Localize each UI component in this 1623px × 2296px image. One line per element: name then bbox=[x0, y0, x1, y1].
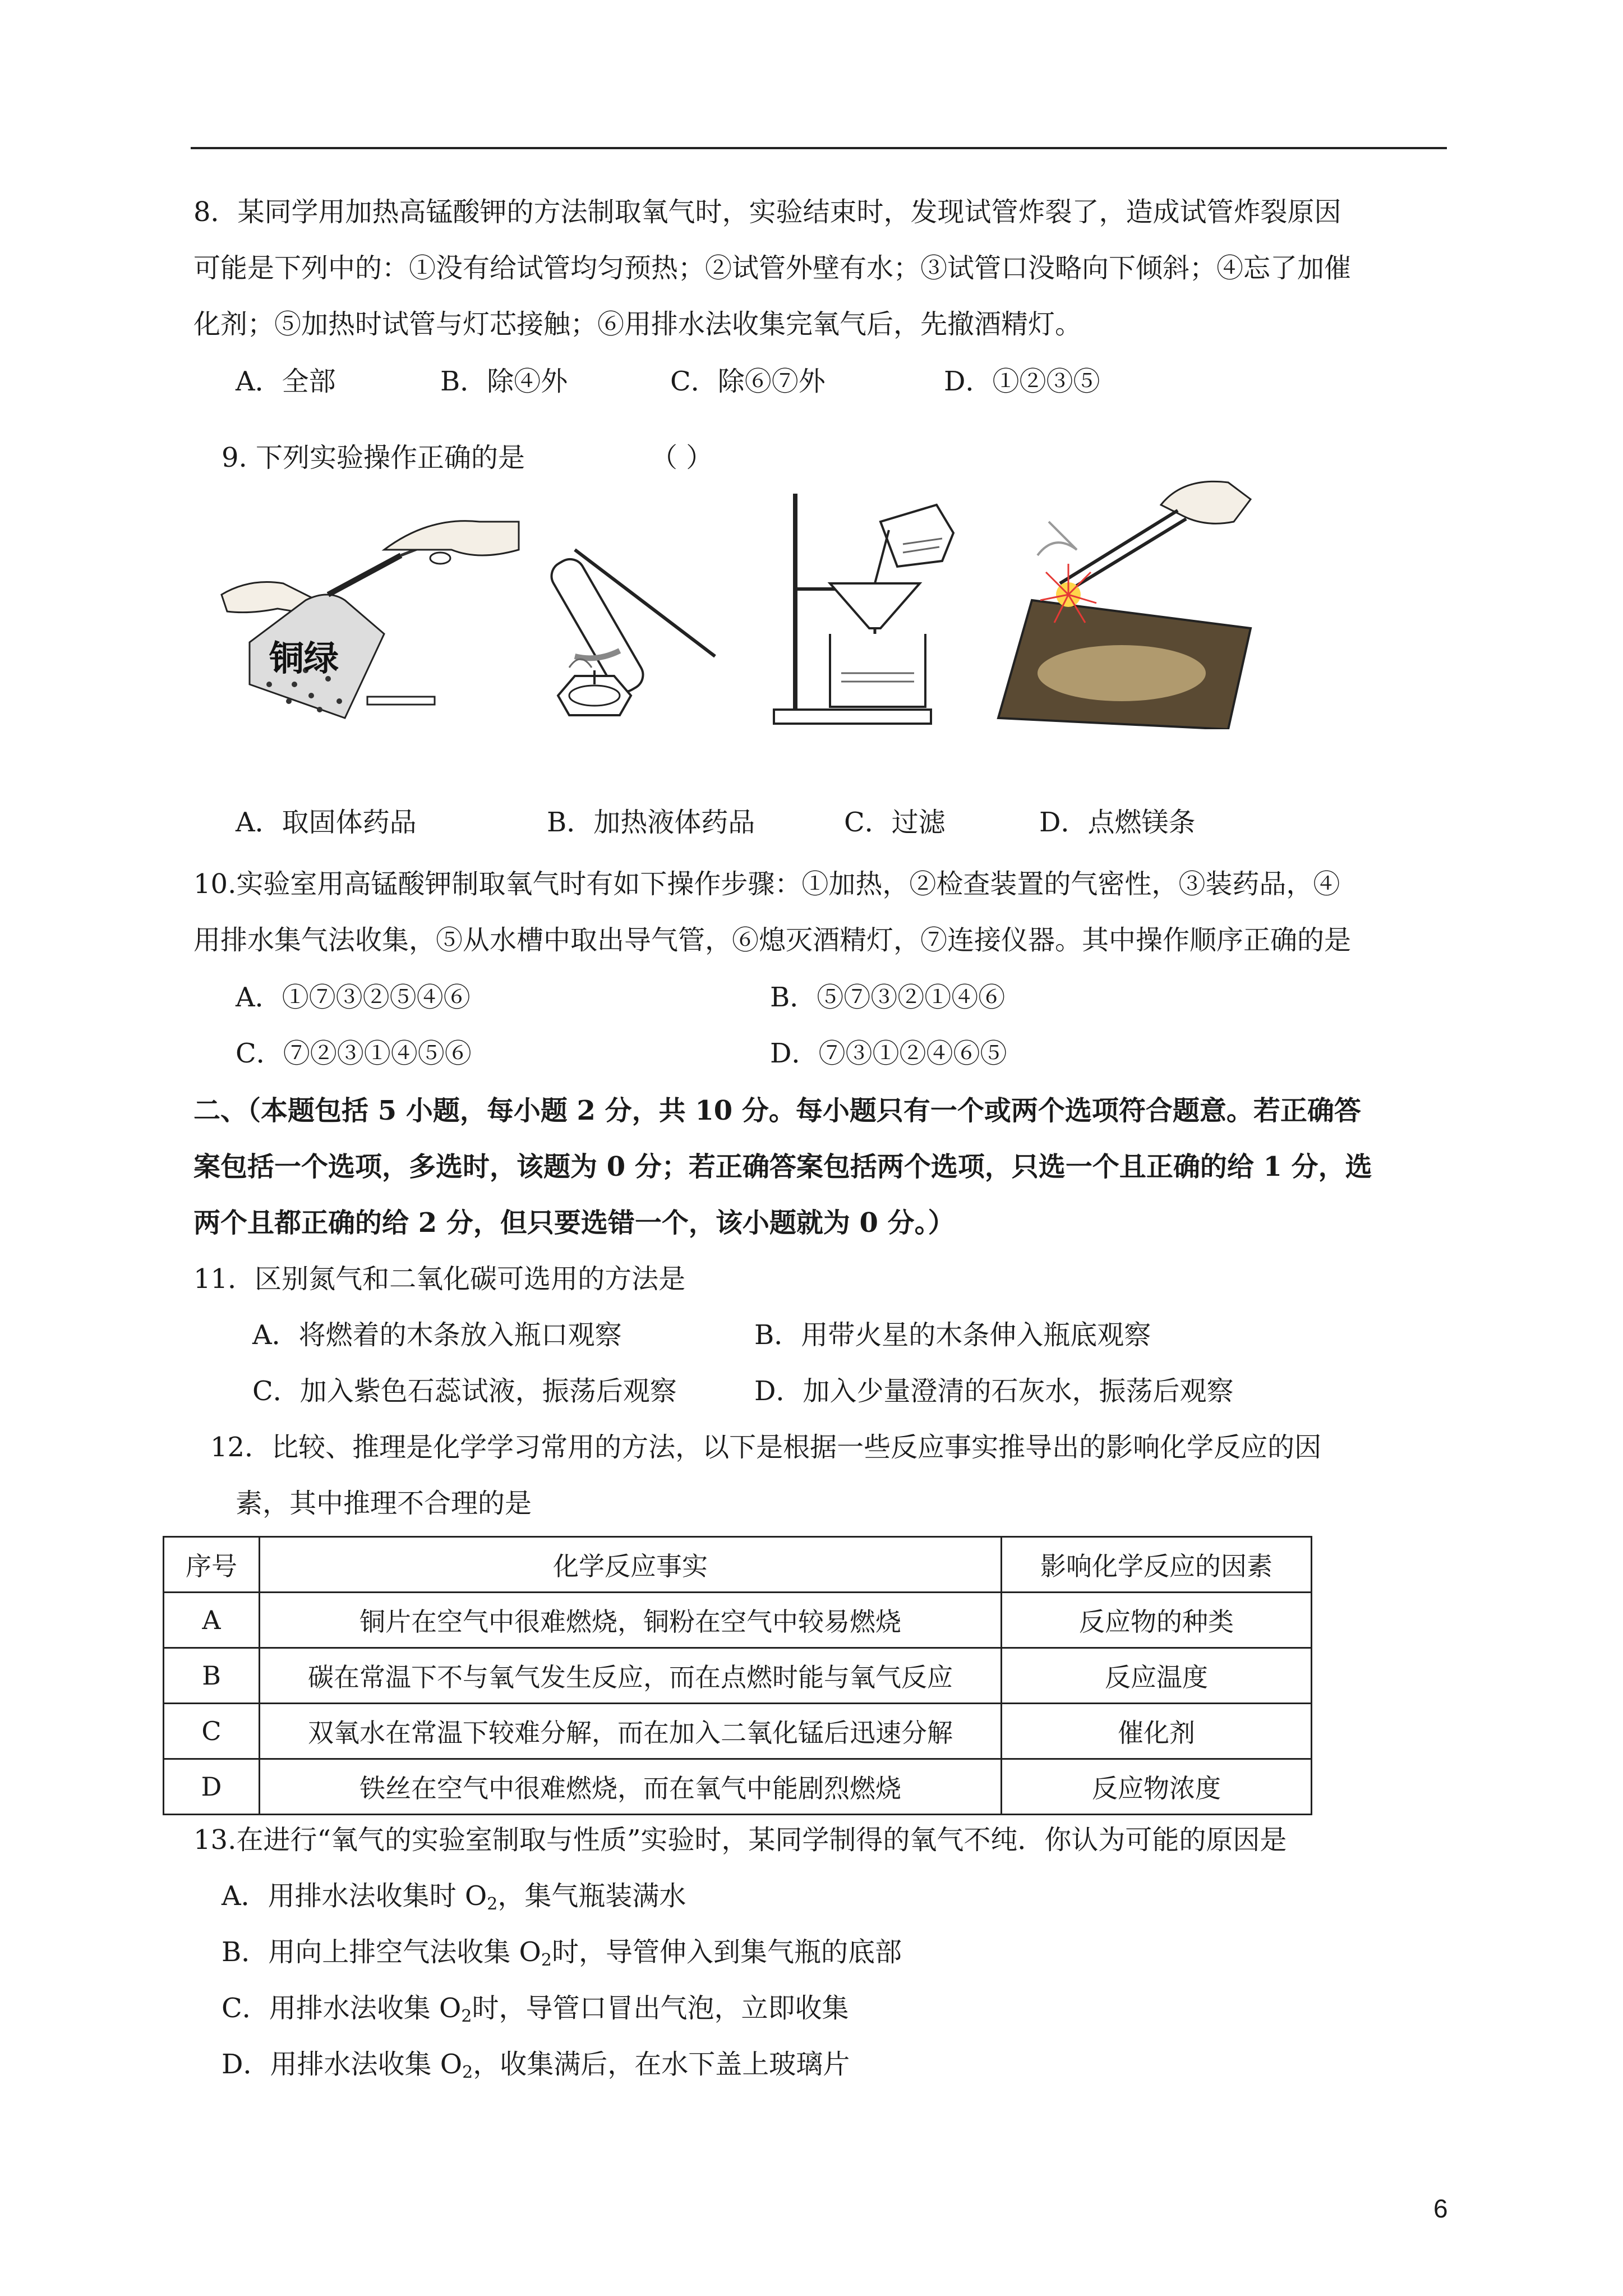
q8-line3: 化剂；⑤加热时试管与灯芯接触；⑥用排水法收集完氧气后，先撤酒精灯。 bbox=[193, 309, 1082, 340]
q9-caption-a: A．取固体药品 bbox=[236, 807, 417, 838]
q13-option-d-post: ，收集满后，在水下盖上玻璃片 bbox=[473, 2049, 850, 2080]
q9-caption-c: C．过滤 bbox=[844, 807, 946, 838]
q13-option-b bbox=[222, 1935, 902, 1977]
table-row bbox=[164, 1759, 1312, 1815]
q9-stem: 9. 下列实验操作正确的是 bbox=[222, 442, 525, 473]
table-header-cell: 化学反应事实 bbox=[260, 1537, 1002, 1593]
table-header-cell: 影响化学反应的因素 bbox=[1002, 1537, 1312, 1593]
q8-option-a: A．全部 bbox=[236, 366, 336, 397]
q13-option-c-pre: C．用排水法收集 O bbox=[222, 1993, 462, 2024]
section2-line2: 案包括一个选项，多选时，该题为 0 分；若正确答案包括两个选项，只选一个且正确的给 1 分，选 bbox=[193, 1151, 1372, 1182]
table-cell: 反应物的种类 bbox=[1002, 1593, 1312, 1648]
q11-option-c: C．加入紫色石蕊试液，振荡后观察 bbox=[252, 1375, 677, 1407]
q13-option-d-pre: D．用排水法收集 O bbox=[222, 2049, 463, 2080]
q13-option-d bbox=[222, 2047, 850, 2090]
q13-option-b-sub: 2 bbox=[541, 1950, 552, 1970]
q13-option-a bbox=[222, 1879, 686, 1921]
q9-caption-d: D．点燃镁条 bbox=[1039, 807, 1196, 838]
q10-line1: 10.实验室用高锰酸钾制取氧气时有如下操作步骤：①加热，②检查装置的气密性，③装药品，④ bbox=[193, 868, 1340, 900]
q11-option-d: D．加入少量澄清的石灰水，振荡后观察 bbox=[754, 1375, 1234, 1407]
q13-option-a-post: ，集气瓶装满水 bbox=[497, 1880, 686, 1912]
q13-option-c-post: 时，导管口冒出气泡，立即收集 bbox=[472, 1993, 849, 2024]
table-cell: C bbox=[164, 1704, 260, 1759]
q10-option-d: D．⑦③①②④⑥⑤ bbox=[770, 1038, 1007, 1069]
q11-option-a: A．将燃着的木条放入瓶口观察 bbox=[252, 1319, 622, 1351]
section2-line3: 两个且都正确的给 2 分，但只要选错一个，该小题就为 0 分。） bbox=[193, 1207, 955, 1239]
q8-line2: 可能是下列中的：①没有给试管均匀预热；②试管外壁有水；③试管口没略向下倾斜；④忘了加催 bbox=[193, 252, 1352, 284]
q10-line2: 用排水集气法收集，⑤从水槽中取出导气管，⑥熄灭酒精灯，⑦连接仪器。其中操作顺序正确的是 bbox=[193, 924, 1352, 956]
header-rule bbox=[191, 147, 1447, 149]
page-number: 6 bbox=[1433, 2194, 1448, 2223]
q13-option-a-sub: 2 bbox=[487, 1894, 498, 1914]
table-cell: D bbox=[164, 1759, 260, 1815]
q8-option-c: C．除⑥⑦外 bbox=[670, 366, 826, 397]
q8-line1: 8．某同学用加热高锰酸钾的方法制取氧气时，实验结束时，发现试管炸裂了，造成试管炸裂原因 bbox=[193, 196, 1341, 228]
q11-stem: 11．区别氮气和二氧化碳可选用的方法是 bbox=[193, 1263, 686, 1295]
table-cell: 双氧水在常温下较难分解，而在加入二氧化锰后迅速分解 bbox=[260, 1704, 1002, 1759]
table-cell: A bbox=[164, 1593, 260, 1648]
q8-option-d: D．①②③⑤ bbox=[944, 366, 1100, 397]
bottle-label: 铜绿 bbox=[269, 638, 339, 679]
table-row bbox=[164, 1648, 1312, 1704]
q11-option-b: B．用带火星的木条伸入瓶底观察 bbox=[754, 1319, 1151, 1351]
q13-option-b-pre: B．用向上排空气法收集 O bbox=[222, 1936, 541, 1968]
q13-option-c bbox=[222, 1991, 849, 2033]
table-header-cell: 序号 bbox=[164, 1537, 260, 1593]
table-cell: 铜片在空气中很难燃烧，铜粉在空气中较易燃烧 bbox=[260, 1593, 1002, 1648]
q12-line1: 12．比较、推理是化学学习常用的方法，以下是根据一些反应事实推导出的影响化学反应的因 bbox=[210, 1432, 1322, 1463]
q13-option-d-sub: 2 bbox=[462, 2063, 473, 2082]
q12-line2: 素，其中推理不合理的是 bbox=[236, 1488, 532, 1519]
table-cell: B bbox=[164, 1648, 260, 1704]
table-cell: 碳在常温下不与氧气发生反应，而在点燃时能与氧气反应 bbox=[260, 1648, 1002, 1704]
table-row bbox=[164, 1704, 1312, 1759]
q9-answer-paren: （ ） bbox=[651, 442, 713, 473]
q13-option-b-post: 时，导管伸入到集气瓶的底部 bbox=[551, 1936, 902, 1968]
q12-table bbox=[163, 1536, 1312, 1815]
table-cell: 催化剂 bbox=[1002, 1704, 1312, 1759]
section2-line1: 二、（本题包括 5 小题，每小题 2 分，共 10 分。每小题只有一个或两个选项符合题意。若正确答 bbox=[193, 1095, 1361, 1126]
q8-option-b: B．除④外 bbox=[440, 366, 568, 397]
figure-filtration bbox=[768, 488, 970, 729]
table-cell: 铁丝在空气中很难燃烧，而在氧气中能剧烈燃烧 bbox=[260, 1759, 1002, 1815]
q9-caption-b: B．加热液体药品 bbox=[547, 807, 755, 838]
table-cell: 反应温度 bbox=[1002, 1648, 1312, 1704]
table-header-row bbox=[164, 1537, 1312, 1593]
figure-take-solid bbox=[216, 516, 530, 729]
q13-option-a-pre: A．用排水法收集时 O bbox=[222, 1880, 487, 1912]
q13-option-c-sub: 2 bbox=[461, 2007, 472, 2026]
q10-option-c: C．⑦②③①④⑤⑥ bbox=[236, 1038, 472, 1069]
table-row bbox=[164, 1593, 1312, 1648]
table-cell: 反应物浓度 bbox=[1002, 1759, 1312, 1815]
figure-burn-magnesium bbox=[993, 471, 1256, 729]
q10-option-a: A．①⑦③②⑤④⑥ bbox=[236, 982, 471, 1013]
q10-option-b: B．⑤⑦③②①④⑥ bbox=[770, 982, 1006, 1013]
q13-stem: 13.在进行“氧气的实验室制取与性质”实验时，某同学制得的氧气不纯．你认为可能的原因是 bbox=[193, 1824, 1287, 1856]
figure-heat-liquid bbox=[536, 527, 726, 729]
